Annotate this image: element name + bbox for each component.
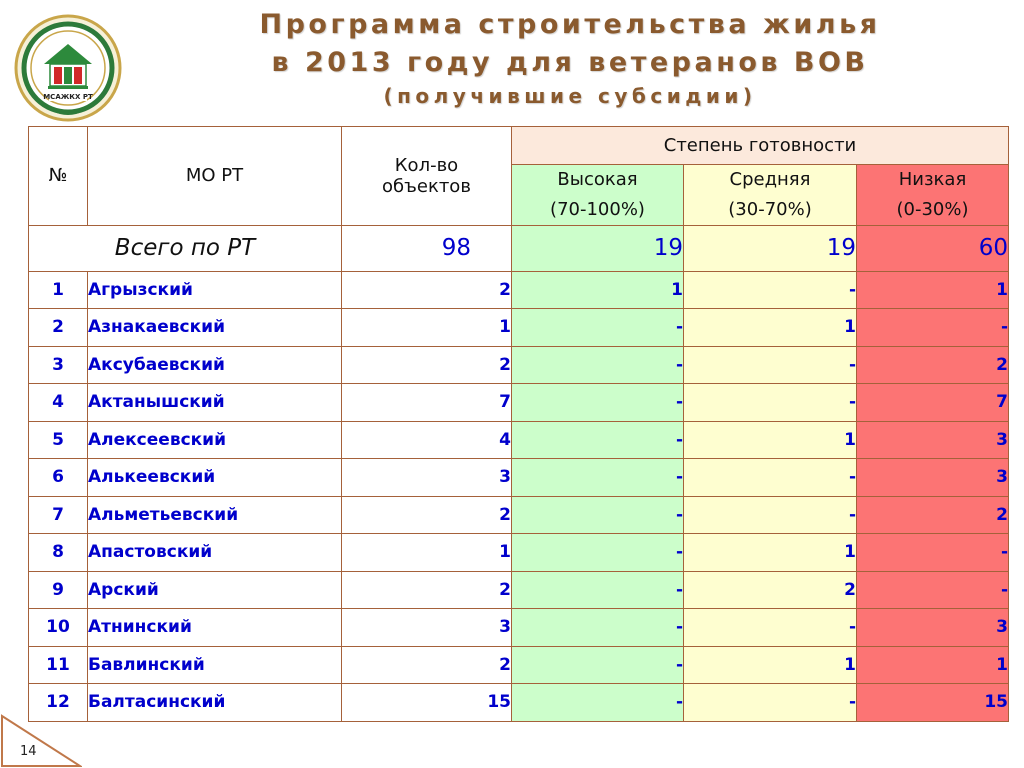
header-low [857,164,1009,225]
table-row [29,534,1009,572]
header-count-line1: Кол-во [394,154,459,176]
table-row [29,571,1009,609]
row-low: 1 [857,271,1009,309]
table-row [29,684,1009,722]
page-corner-shape [0,714,82,768]
row-count: 2 [342,571,512,609]
row-num: 4 [29,384,88,422]
table-row [29,459,1009,497]
row-count: 2 [342,646,512,684]
header-count-line2: объектов [382,175,471,197]
header-degree: Степень готовности [512,127,1009,165]
table-row [29,646,1009,684]
row-name: Атнинский [88,609,342,647]
row-mid: - [684,346,857,384]
title-line-3: (получившие субсидии) [383,84,757,108]
header-low-line2: (0-30%) [896,198,969,220]
total-count: 98 [342,225,512,271]
row-name: Аксубаевский [88,346,342,384]
row-mid: - [684,459,857,497]
row-name: Агрызский [88,271,342,309]
header-num: № [29,127,88,226]
header-high-line1: Высокая [557,168,638,190]
row-high: - [512,684,684,722]
row-count: 15 [342,684,512,722]
row-num: 3 [29,346,88,384]
row-mid: - [684,609,857,647]
header-mid-line1: Средняя [729,168,811,190]
header-high [512,164,684,225]
row-num: 10 [29,609,88,647]
header-count [342,127,512,226]
row-high: - [512,609,684,647]
row-high: - [512,421,684,459]
row-high: - [512,646,684,684]
row-mid: - [684,496,857,534]
row-name: Азнакаевский [88,309,342,347]
total-high: 19 [512,225,684,271]
header-mo: МО РТ [88,127,342,226]
row-high: - [512,459,684,497]
row-high: - [512,309,684,347]
table-row [29,346,1009,384]
row-count: 3 [342,459,512,497]
total-label: Всего по РТ [29,225,342,271]
row-num: 7 [29,496,88,534]
row-num: 8 [29,534,88,572]
slide-title [140,6,1000,110]
row-mid: 1 [684,534,857,572]
row-mid: 2 [684,571,857,609]
table-row [29,609,1009,647]
row-low: 1 [857,646,1009,684]
row-high: - [512,384,684,422]
row-low: 15 [857,684,1009,722]
row-mid: 1 [684,309,857,347]
row-name: Алексеевский [88,421,342,459]
row-low: - [857,571,1009,609]
row-name: Балтасинский [88,684,342,722]
row-num: 11 [29,646,88,684]
total-row [29,225,1009,271]
row-low: 7 [857,384,1009,422]
ministry-logo [14,14,122,122]
table-row [29,496,1009,534]
header-low-line1: Низкая [898,168,967,190]
row-num: 12 [29,684,88,722]
title-line-2: в 2013 году для ветеранов ВОВ [271,47,869,78]
row-low: 2 [857,346,1009,384]
row-count: 4 [342,421,512,459]
row-count: 3 [342,609,512,647]
row-high: - [512,346,684,384]
row-high: - [512,496,684,534]
table-row [29,271,1009,309]
row-low: 3 [857,421,1009,459]
row-mid: - [684,684,857,722]
table-row [29,384,1009,422]
page-number: 14 [20,744,37,759]
row-count: 1 [342,309,512,347]
row-mid: - [684,384,857,422]
title-line-1: Программа строительства жилья [259,9,881,40]
row-mid: 1 [684,646,857,684]
row-count: 2 [342,271,512,309]
logo-text: МСАЖКХ РТ [43,93,93,101]
row-count: 2 [342,346,512,384]
row-name: Апастовский [88,534,342,572]
header-mid [684,164,857,225]
row-name: Актанышский [88,384,342,422]
row-num: 9 [29,571,88,609]
row-name: Арский [88,571,342,609]
row-low: 3 [857,459,1009,497]
row-count: 1 [342,534,512,572]
row-name: Альметьевский [88,496,342,534]
header-row-1 [29,127,1009,165]
row-high: - [512,571,684,609]
row-low: 3 [857,609,1009,647]
row-num: 2 [29,309,88,347]
row-low: 2 [857,496,1009,534]
row-count: 7 [342,384,512,422]
row-high: - [512,534,684,572]
header-high-line2: (70-100%) [550,198,645,220]
row-name: Бавлинский [88,646,342,684]
row-low: - [857,309,1009,347]
row-mid: - [684,271,857,309]
table-row [29,309,1009,347]
row-mid: 1 [684,421,857,459]
row-low: - [857,534,1009,572]
row-count: 2 [342,496,512,534]
header-mid-line2: (30-70%) [728,198,812,220]
total-low: 60 [857,225,1009,271]
row-name: Алькеевский [88,459,342,497]
row-num: 1 [29,271,88,309]
total-mid: 19 [684,225,857,271]
housing-program-table [28,126,1009,722]
row-num: 6 [29,459,88,497]
row-num: 5 [29,421,88,459]
table-row [29,421,1009,459]
row-high: 1 [512,271,684,309]
